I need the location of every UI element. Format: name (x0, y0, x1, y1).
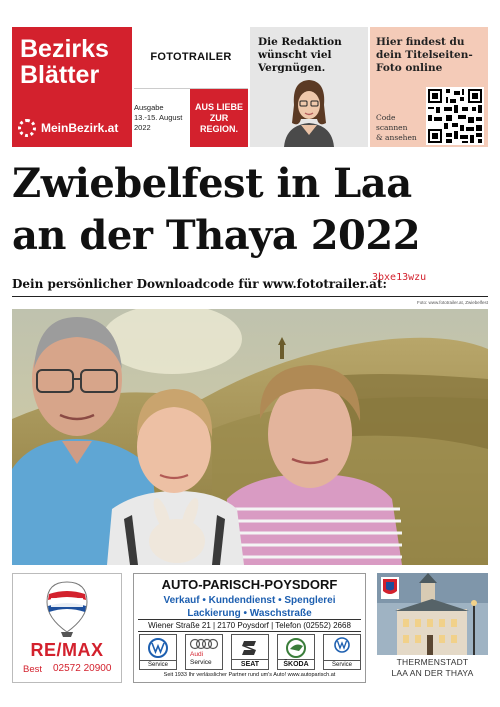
brand-logos (139, 634, 361, 670)
vw-nfz-label: Service (324, 660, 360, 668)
edition-label: Ausgabe (134, 103, 164, 112)
autoparisch-address: Wiener Straße 21 | 2170 Poysdorf | Telefon (02552) 2668 (148, 621, 351, 630)
thermenstadt-line-2: LAA AN DER THAYA (391, 668, 474, 678)
bezirksblaetter-logo[interactable] (12, 27, 132, 147)
titelseite-line-2: dein Titelseiten- (376, 49, 473, 61)
titelseite-line-1: Hier findest du (376, 36, 465, 48)
scan-line-2: scannen (376, 123, 408, 132)
remax-ad[interactable] (12, 573, 122, 683)
autoparisch-services-2: Lackierung • Waschstraße (187, 608, 312, 619)
redaktion-line-2: wünscht viel (258, 49, 332, 61)
vw-label: Service (140, 660, 176, 668)
audi-label: Audi (190, 651, 204, 658)
autoparisch-services-1: Verkauf • Kundendienst • Spenglerei (163, 595, 336, 606)
slogan-line-1: AUS LIEBE (194, 101, 243, 112)
logo-line-1: Bezirks (20, 35, 109, 63)
remax-brand: RE/MAX (30, 640, 104, 660)
remax-phone[interactable]: 02572 20900 (53, 663, 112, 674)
meinbezirk-brand (18, 117, 118, 139)
divider (138, 631, 361, 632)
vw-icon (140, 637, 176, 659)
cover-photo (12, 309, 488, 565)
autoparisch-footer: Seit 1933 Ihr verlässlicher Partner rund um's Auto! www.autoparisch.at (163, 672, 336, 678)
townhall-image (377, 573, 488, 655)
slogan-box (190, 89, 248, 147)
photo-credit: Foto: www.fototrailer.at, Zwiebelfest (416, 300, 488, 305)
download-code[interactable]: 3bxe13wzu (372, 272, 427, 283)
divider (138, 619, 361, 620)
autoparisch-title: AUTO-PARISCH-POYSDORF (161, 577, 338, 592)
audi-rings-icon (186, 637, 222, 651)
thermenstadt-line-1: THERMENSTADT (396, 657, 469, 667)
autoparisch-ad[interactable] (133, 573, 366, 683)
seat-label: SEAT (232, 659, 268, 668)
redaktion-text (258, 36, 364, 75)
fototrailer-label: FOTOTRAILER (150, 51, 232, 63)
edition-info (134, 95, 188, 147)
audi-service-label: Service (190, 659, 212, 666)
redaktion-line-1: Die Redaktion (258, 36, 342, 48)
redaktion-box (250, 27, 368, 147)
download-label: Dein persönlicher Downloadcode für www.fototrailer.at: (12, 277, 387, 291)
vw-service-logo (139, 634, 177, 670)
skoda-icon (278, 637, 314, 659)
audi-service-logo (185, 634, 223, 670)
titelseite-line-3: Foto online (376, 62, 443, 74)
slogan-line-2: ZUR (209, 112, 229, 123)
vw-nutzfahrzeuge-logo (323, 634, 361, 670)
thermenstadt-ad[interactable] (377, 573, 488, 683)
logo-line-2: Blätter (20, 61, 100, 89)
vw-nfz-icon (324, 636, 360, 658)
headline-line-2: an der Thaya 2022 (12, 212, 421, 259)
qr-code-icon[interactable] (426, 87, 484, 145)
slogan-line-3: REGION. (199, 123, 238, 134)
headline-rule (12, 296, 488, 297)
meinbezirk-label: MeinBezirk.at (41, 121, 119, 135)
seat-logo (231, 634, 269, 670)
scan-line-1: Code (376, 113, 396, 122)
redaktion-line-3: Vergnügen. (258, 62, 326, 74)
headline-line-1: Zwiebelfest in Laa (12, 160, 412, 207)
edition-year: 2022 (134, 123, 151, 132)
titelseite-box (370, 27, 488, 147)
remax-best: Best (23, 664, 43, 675)
scan-instruction (376, 113, 428, 143)
titelseite-text (376, 36, 486, 75)
editor-portrait (264, 75, 354, 147)
edition-dates: 13.-15. August (134, 113, 183, 122)
fototrailer-box (134, 27, 248, 87)
headline (12, 158, 492, 262)
remax-wordmark (13, 640, 121, 661)
skoda-logo (277, 634, 315, 670)
scan-line-3: & ansehen (376, 133, 417, 142)
remax-balloon-icon (45, 580, 89, 638)
meinbezirk-icon (18, 119, 36, 137)
skoda-label: ŠKODA (278, 659, 314, 668)
seat-icon (232, 637, 268, 659)
